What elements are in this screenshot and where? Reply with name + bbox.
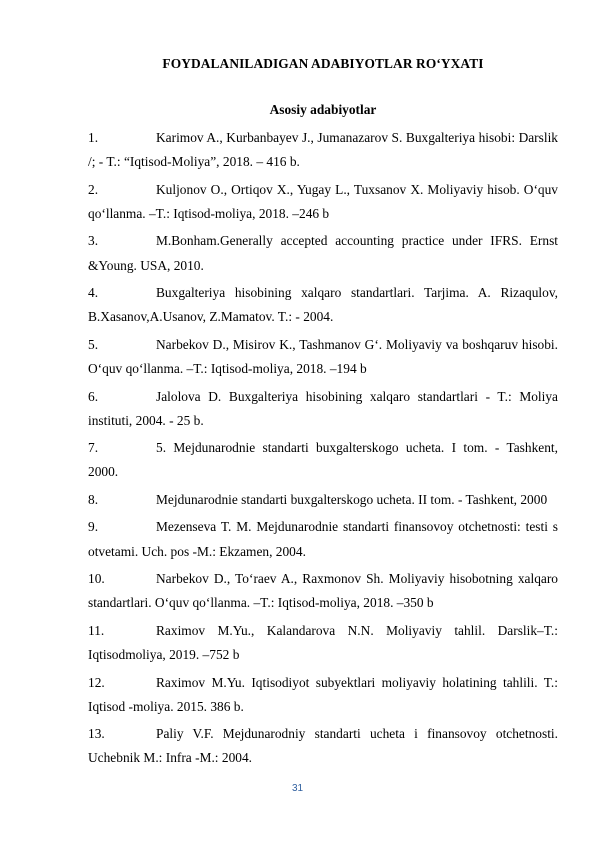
reference-number: 7.	[88, 440, 99, 456]
reference-item	[88, 126, 558, 174]
reference-number: 2.	[88, 181, 99, 197]
reference-number: 4.	[88, 285, 99, 301]
reference-item	[88, 229, 558, 277]
reference-item	[88, 385, 558, 433]
reference-number: 12.	[88, 674, 105, 690]
reference-number: 3.	[88, 233, 99, 249]
reference-text: Narbekov D., Misirov K., Tashmanov G‘. Moliyaviy va boshqaruv hisobi. O‘quv qo‘llanma. –T.: Iqtisod-moliya, 2018. –194 b	[88, 336, 558, 377]
reference-item	[88, 567, 558, 615]
reference-item	[88, 333, 558, 381]
reference-number: 5.	[88, 336, 99, 352]
section-subtitle: Asosiy adabiyotlar	[269, 102, 377, 117]
reference-number: 9.	[88, 519, 99, 535]
reference-number: 8.	[88, 491, 99, 507]
reference-number: 1.	[88, 130, 99, 145]
reference-item	[88, 671, 558, 719]
reference-text: Paliy V.F. Mejdunarodniy standarti ucheta i finansovoy otchetnosti. Uchebnik M.: Infra -M.: 2004.	[88, 726, 558, 766]
reference-list	[88, 126, 558, 774]
reference-text: Mejdunarodnie standarti buxgalterskogo ucheta. II tom. - Tashkent, 2000	[156, 491, 548, 507]
reference-number: 13.	[88, 726, 105, 742]
reference-number: 10.	[88, 571, 105, 587]
reference-item	[88, 619, 558, 667]
reference-text: Mezenseva T. M. Mejdunarodnie standarti finansovoy otchetnosti: testi s otvetami. Uch. pos -M.: Ekzamen, 2004.	[88, 519, 558, 559]
reference-item	[88, 436, 558, 484]
reference-text: Kuljonov O., Ortiqov X., Yugay L., Tuxsanov X. Moliyaviy hisob. O‘quv qo‘llanma. –T.: Iqtisod-moliya, 2018. –246 b	[88, 181, 558, 221]
reference-text: 5. Mejdunarodnie standarti buxgalterskogo ucheta. I tom. - Tashkent, 2000.	[88, 440, 558, 480]
reference-text: Narbekov D., To‘raev A., Raxmonov Sh. Moliyaviy hisobotning xalqaro standartlari. O‘quv qo‘llanma. –T.: Iqtisod-moliya, 2018. –350 b	[88, 571, 558, 611]
reference-item	[88, 722, 558, 770]
reference-text: M.Bonham.Generally accepted accounting practice under IFRS. Ernst &Young. USA, 2010.	[88, 233, 558, 273]
reference-text: Buxgalteriya hisobining xalqaro standartlari. Tarjima. A. Rizaqulov, B.Xasanov,A.Usanov, Z.Mamatov. T.: - 2004.	[88, 285, 558, 325]
reference-item	[88, 281, 558, 329]
reference-text: Raximov M.Yu. Iqtisodiyot subyektlari moliyaviy holatining tahlili. T.: Iqtisod -moliya. 2015. 386 b.	[88, 674, 558, 714]
page-title: FOYDALANILADIGAN ADABIYOTLAR RO‘YXATI	[162, 56, 484, 71]
page-number: 31	[291, 783, 304, 794]
reference-number: 6.	[88, 388, 99, 404]
reference-text: Karimov A., Kurbanbayev J., Jumanazarov S. Buxgalteriya hisobi: Darslik /; - T.: “Iqtisod-Moliya”, 2018. – 416 b.	[88, 130, 558, 170]
reference-item	[88, 178, 558, 226]
reference-number: 11.	[88, 622, 105, 638]
reference-item	[88, 515, 558, 563]
reference-item	[88, 488, 558, 512]
reference-text: Jalolova D. Buxgalteriya hisobining xalqaro standartlari - T.: Moliya instituti, 2004. - 25 b.	[88, 388, 558, 428]
reference-text: Raximov M.Yu., Kalandarova N.N. Moliyaviy tahlil. Darslik–T.: Iqtisodmoliya, 2019. –752 b	[88, 622, 558, 663]
